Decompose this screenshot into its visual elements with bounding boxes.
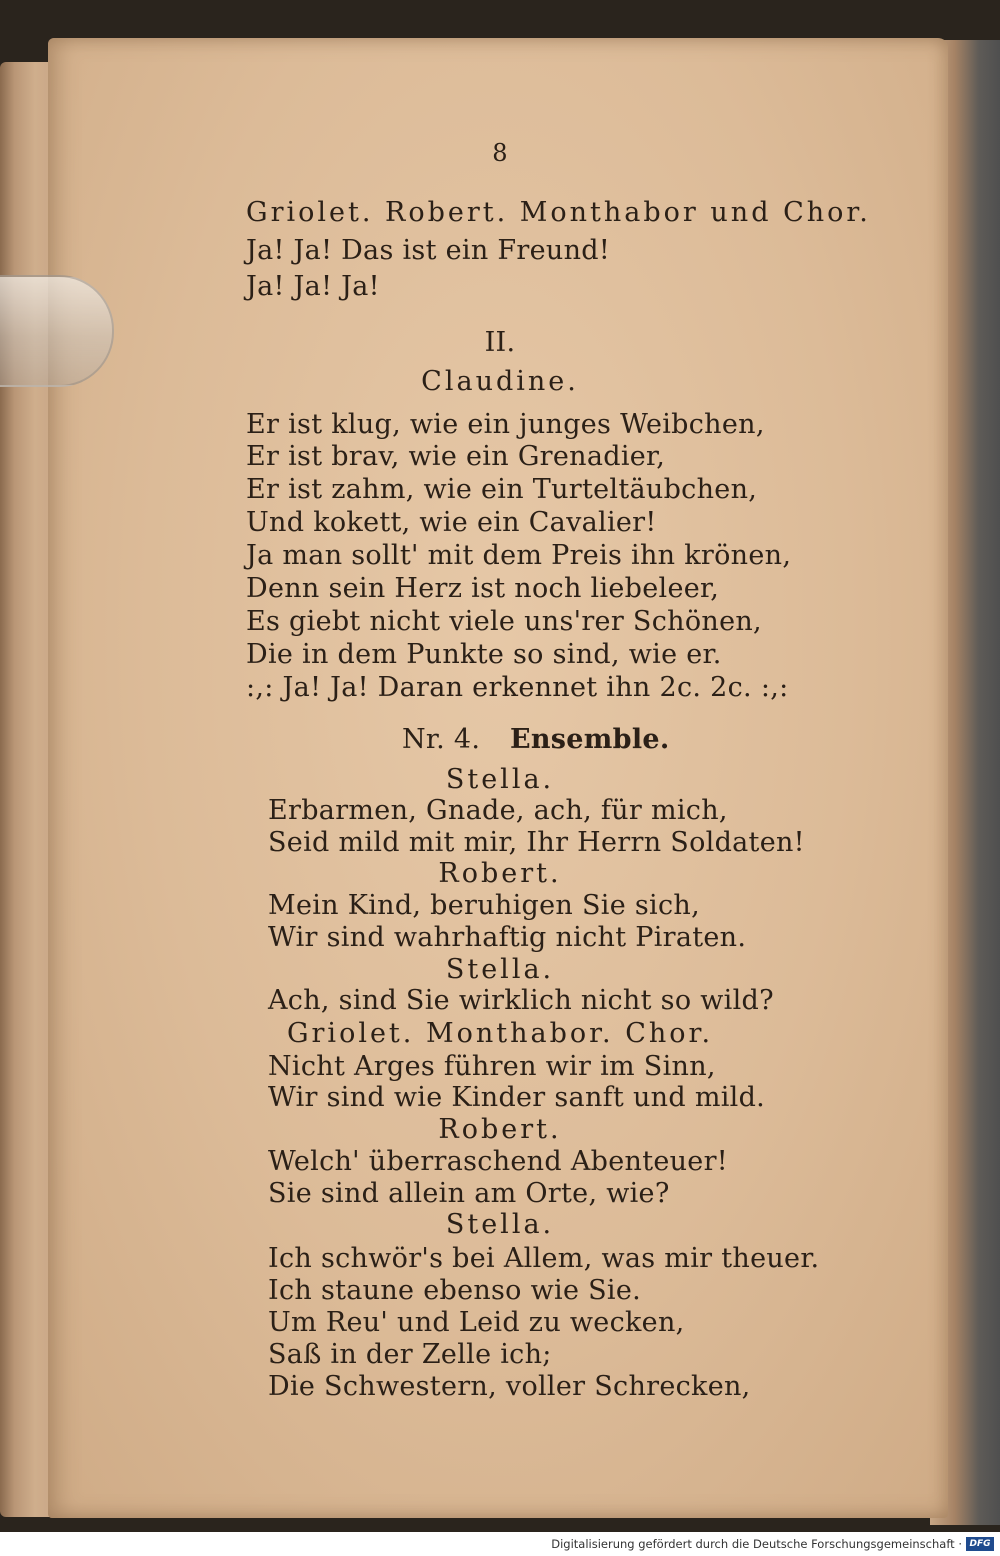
speaker-heading: Robert. xyxy=(438,1114,562,1145)
number-label: Nr. 4. xyxy=(402,724,481,755)
verse-line: :,: Ja! Ja! Daran erkennet ihn 2c. 2c. :,: xyxy=(246,672,789,703)
verse-line: Er ist zahm, wie ein Turteltäubchen, xyxy=(246,474,758,505)
verse-line: Es giebt nicht viele uns'rer Schönen, xyxy=(246,606,762,637)
verse-line: Saß in der Zelle ich; xyxy=(268,1339,552,1370)
verse-line: Ich schwör's bei Allem, was mir theuer. xyxy=(268,1243,820,1274)
verse-line: Wir sind wie Kinder sanft und mild. xyxy=(268,1082,766,1113)
verse-line: Denn sein Herz ist noch liebeleer, xyxy=(246,573,720,604)
verse-line: Er ist klug, wie ein junges Weibchen, xyxy=(246,409,765,440)
speaker-heading: Stella. xyxy=(445,764,555,795)
verse-line: Erbarmen, Gnade, ach, für mich, xyxy=(268,795,728,826)
verse-line: Seid mild mit mir, Ihr Herrn Soldaten! xyxy=(268,827,805,858)
verse-line: Er ist brav, wie ein Grenadier, xyxy=(246,441,666,472)
speaker-line: Griolet. Robert. Monthabor und Chor. xyxy=(246,197,871,228)
verse-line: Ja man sollt' mit dem Preis ihn krönen, xyxy=(246,540,792,571)
footer-bar xyxy=(0,1532,1000,1556)
footer-credit: Digitalisierung gefördert durch die Deutsche Forschungsgemeinschaft · xyxy=(551,1537,962,1551)
page-number: 8 xyxy=(492,139,508,167)
verse-line: Welch' überraschend Abenteuer! xyxy=(268,1146,728,1177)
verse-line: Ja! Ja! Das ist ein Freund! xyxy=(246,235,611,266)
speaker-heading: Stella. xyxy=(445,954,555,985)
ensemble-heading: Ensemble. xyxy=(510,724,670,755)
verse-line: Und kokett, wie ein Cavalier! xyxy=(246,507,657,538)
verse-line: Um Reu' und Leid zu wecken, xyxy=(268,1307,685,1338)
speaker-heading: Stella. xyxy=(445,1209,555,1240)
verse-line: Ja! Ja! Ja! xyxy=(246,271,380,302)
verse-line: Ach, sind Sie wirklich nicht so wild? xyxy=(268,985,774,1016)
verse-line: Wir sind wahrhaftig nicht Piraten. xyxy=(268,922,747,953)
verse-line: Die Schwestern, voller Schrecken, xyxy=(268,1371,751,1402)
verse-line: Die in dem Punkte so sind, wie er. xyxy=(246,639,722,670)
speaker-heading: Griolet. Monthabor. Chor. xyxy=(286,1018,714,1049)
speaker-heading: Claudine. xyxy=(421,366,579,397)
speaker-heading: Robert. xyxy=(438,858,562,889)
dfg-logo[interactable]: DFG xyxy=(966,1537,994,1551)
verse-line: Nicht Arges führen wir im Sinn, xyxy=(268,1051,716,1082)
verse-line: Ich staune ebenso wie Sie. xyxy=(268,1275,642,1306)
verse-line: Sie sind allein am Orte, wie? xyxy=(268,1178,670,1209)
section-number: II. xyxy=(484,327,516,358)
verse-line: Mein Kind, beruhigen Sie sich, xyxy=(268,890,700,921)
